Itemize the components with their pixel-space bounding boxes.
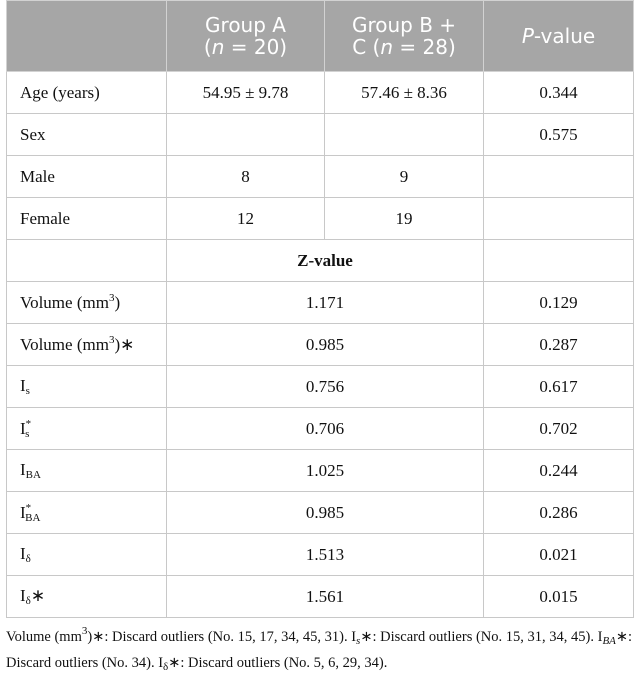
p-value: 0.702 <box>484 408 634 450</box>
table-row <box>7 198 634 240</box>
z-value-header-row <box>7 240 634 282</box>
z-value-heading: Z-value <box>167 240 484 282</box>
group-a-value: 12 <box>167 198 325 240</box>
z-value: 0.756 <box>167 366 484 408</box>
z-value: 0.706 <box>167 408 484 450</box>
p-value: 0.575 <box>484 114 634 156</box>
header-empty <box>7 1 167 72</box>
table-row <box>7 114 634 156</box>
row-label: $I_s$ <box>7 366 167 408</box>
p-value: 0.286 <box>484 492 634 534</box>
row-label: $I^*_{BA}$ <box>7 492 167 534</box>
table-row <box>7 156 634 198</box>
table-row <box>7 450 634 492</box>
row-label: Volume $(mm^3)$ <box>7 282 167 324</box>
p-value <box>484 156 634 198</box>
header-p-value: P-value <box>484 1 634 72</box>
p-value: 0.287 <box>484 324 634 366</box>
p-value <box>484 198 634 240</box>
z-value: 0.985 <box>167 492 484 534</box>
row-label: Volume $(mm^3)∗$ <box>7 324 167 366</box>
group-bc-value: 19 <box>325 198 484 240</box>
table-row <box>7 492 634 534</box>
p-value-empty <box>484 240 634 282</box>
group-bc-value: 57.46 ± 8.36 <box>325 72 484 114</box>
group-bc-value: 9 <box>325 156 484 198</box>
table-row <box>7 366 634 408</box>
group-a-value <box>167 114 325 156</box>
table-row <box>7 282 634 324</box>
table-row <box>7 576 634 618</box>
p-value: 0.021 <box>484 534 634 576</box>
z-value: 1.513 <box>167 534 484 576</box>
header-group-a: Group A (n = 20) <box>167 1 325 72</box>
table-row <box>7 534 634 576</box>
p-value: 0.129 <box>484 282 634 324</box>
row-label: $I_\delta∗$ <box>7 576 167 618</box>
row-label: $I_\delta$ <box>7 534 167 576</box>
table-footnote: Volume $(mm^3)∗$: Discard outliers (No. 15, 17, 34, 45, 31). $I_s∗$: Discard outliers (No. 15, 31, 34, 45). $I_{BA}∗$: Discard outliers (No. 34). $I_\delta∗$: Discard outliers (No. 5, 6, 29, 34). <box>6 625 633 673</box>
group-a-value: 8 <box>167 156 325 198</box>
p-value: 0.617 <box>484 366 634 408</box>
z-value: 1.171 <box>167 282 484 324</box>
comparison-table <box>6 0 634 618</box>
p-value: 0.344 <box>484 72 634 114</box>
row-label: Male <box>7 156 167 198</box>
p-value: 0.015 <box>484 576 634 618</box>
p-value: 0.244 <box>484 450 634 492</box>
table-row <box>7 72 634 114</box>
row-label: Age (years) <box>7 72 167 114</box>
table-row <box>7 408 634 450</box>
row-label: $I^*_s$ <box>7 408 167 450</box>
row-label: Sex <box>7 114 167 156</box>
header-row <box>7 1 634 72</box>
row-label: Female <box>7 198 167 240</box>
group-bc-value <box>325 114 484 156</box>
z-value: 0.985 <box>167 324 484 366</box>
row-label: $I_{BA}$ <box>7 450 167 492</box>
row-label-empty <box>7 240 167 282</box>
z-value: 1.561 <box>167 576 484 618</box>
group-a-value: 54.95 ± 9.78 <box>167 72 325 114</box>
table-row <box>7 324 634 366</box>
z-value: 1.025 <box>167 450 484 492</box>
header-group-bc: Group B + C (n = 28) <box>325 1 484 72</box>
data-table-container <box>6 0 633 618</box>
